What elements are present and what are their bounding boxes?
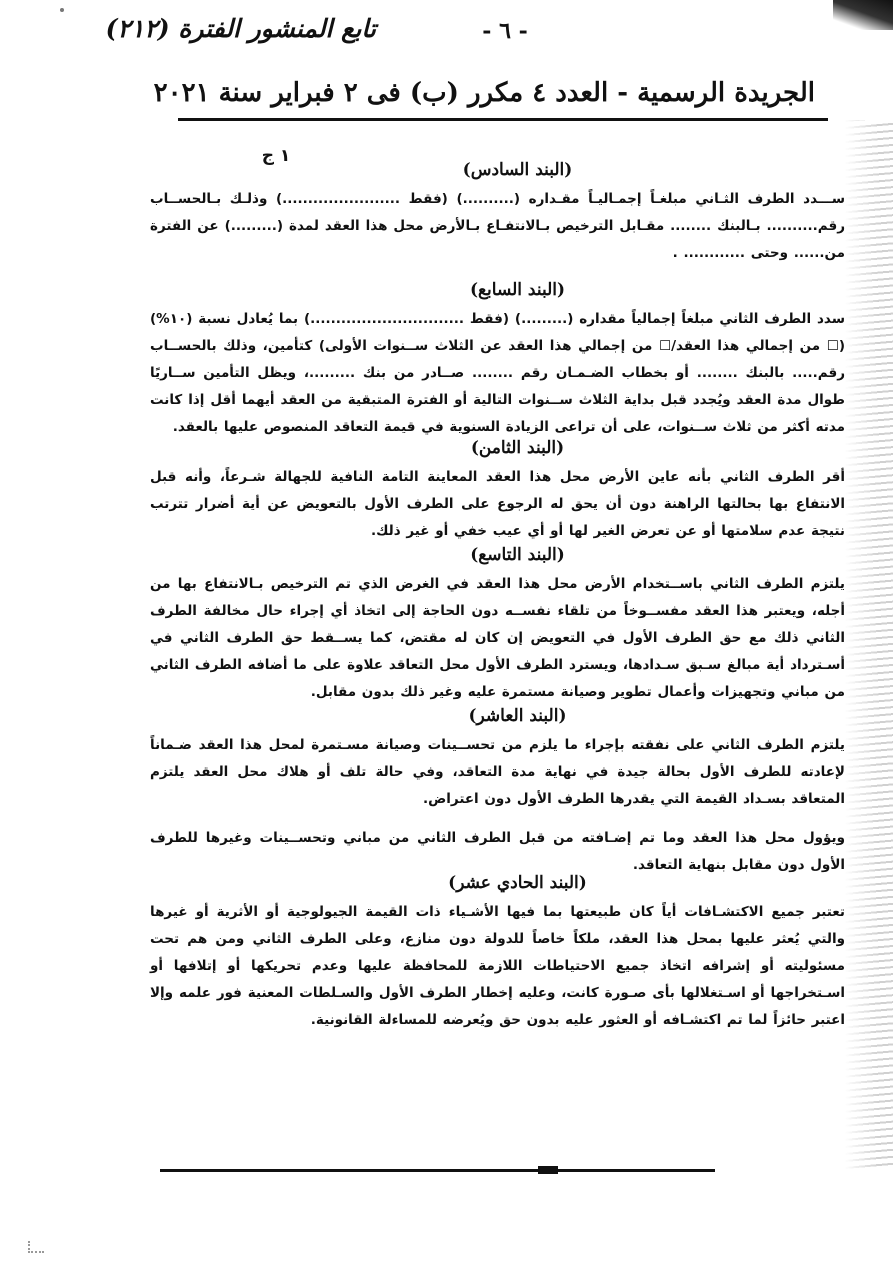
clause-paragraph: ويؤول محل هذا العقد وما تم إضـافته من قبل الطرف الثاني من مباني وتحســينات وغيرها للطرف الأول دون مقابل بنهاية التعاقد. [150,830,845,873]
clause-section [150,873,845,1034]
clause-section [150,280,845,441]
clause-section [150,438,845,545]
footer-rule-mark [538,1166,558,1174]
clause-paragraph: تعتبر جميع الاكتشـافات أياً كان طبيعتها بما فيها الأشـياء ذات القيمة الجيولوجية أو الأثرية أو غيرها والتي يُعثر عليها بمحل هذا العقد، ملكاً خاصاً للدولة دون منازع، وعلى الطرف الثاني ومن هم تحت مسئوليته أو إشرافه اتخاذ جميع الاحتياطات اللازمة للمحافظة عليها وعدم تحريكها أو إتلافها أو اسـتخراجها أو اسـتغلالها بأى صـورة كانت، وعليه إخطار الطرف الأول والسـلطات المعنية فور علمه وإلا اعتبر حائزاً لما تم اكتشـافه أو العثور عليه بدون حق ويُعرضه للمساءلة القانونية. [150,904,845,1028]
clause-title: (البند السادس) [462,160,573,180]
clause-section [150,160,845,267]
clause-paragraph: سدد الطرف الثاني مبلغاً إجمالياً مقداره (.........) (فقط ..............................) بما يُعادل نسبة (١٠%) (☐ من إجمالي هذا العقد/☐ من إجمالي هذا العقد عن الثلاث ســنوات الأولى) كتأمين، وذلك بالحســاب رقم..... بالبنك ........ أو بخطاب الضـمـان رقم ........ صــادر من بنك .........، ويظل التأمين ســاريًا طوال مدة العقد ويُجدد قبل بداية الثلاث ســنوات التالية أو الفترة المتبقية من العقد أيهما أقل إذا كانت مدته أكثر من ثلاث ســنوات، على أن تراعى الزيادة السنوية في قيمة التعاقد المنصوص عليها بالعقد. [150,311,845,435]
scan-edge-strip [845,120,893,1170]
header-rule [178,118,828,121]
clause-title: (البند العاشر) [468,706,567,726]
gazette-header: الجريدة الرسمية - العدد ٤ مكرر (ب) فى ٢ فبراير سنة ٢٠٢١ [153,78,815,108]
scan-corner-shadow [833,0,893,30]
page-number: - ٦ - [482,18,528,44]
clause-title: (البند التاسع) [470,545,565,565]
scan-corner-mark [28,1241,44,1253]
clause-paragraph: يلتزم الطرف الثاني باســتخدام الأرض محل هذا العقد في الغرض الذي تم الترخيص بـالانتفاع بها من أجله، ويعتبر هذا العقد مفســوخاً من تلقاء نفســه دون الحاجة إلى اتخاذ أي إجراء حال مخالفة الطرف الثاني ذلك مع حق الطرف الأول في التعويض إن كان له مقتض، كما يســقط حق الطرف الثاني في أسـترداد أية مبالغ سـبق سـدادها، ويسترد الطرف الأول محل التعاقد علاوة على ما أضافه الطرف الثاني من مباني وتجهيزات وأعمال تطوير وصيانة مستمرة عليه وغير ذلك بدون مقابل. [150,576,845,700]
page-reference: ١ ج [261,146,291,166]
scan-speck [60,8,64,12]
clause-title: (البند السابع) [469,280,566,300]
handwritten-note: تابع المنشور الفترة (٢١٢) [105,14,376,43]
clause-paragraph: يلتزم الطرف الثاني على نفقته بإجراء ما يلزم من تحســينات وصيانة مسـتمرة لمحل هذا العقد ضـماناً لإعادته للطرف الأول بحالة جيدة في نهاية مدة التعاقد، وفي حالة تلف أو هلاك محل العقد يلتزم المتعاقد بسـداد القيمة التي يقدرها الطرف الأول دون اعتراض. [150,737,845,807]
clause-title: (البند الثامن) [470,438,565,458]
clause-paragraph: ســـدد الطرف الثـاني مبلغـاً إجمـاليـاً مقـداره (..........) (فقط .......................) وذلـك بـالحســاب رقم.......... بـالبنك ........ مقـابل الترخيص بـالانتفـاع بـالأرض محل هذا العقد لمدة (.........) عن الفترة من...... وحتى ............ . [150,191,845,261]
footer-rule [160,1169,715,1172]
clause-title: (البند الحادي عشر) [448,873,587,893]
clause-paragraph: أقر الطرف الثاني بأنه عاين الأرض محل هذا العقد المعاينة التامة النافية للجهالة شـرعاً، وأنه قبل الانتفاع بها بحالتها الراهنة دون أن يحق له الرجوع على الطرف الأول بالتعويض عن أية أضرار تترتب نتيجة عدم سلامتها أو عن تعرض الغير لها أو أي عيب خفي أو غير ذلك. [150,469,845,539]
clause-section [150,706,845,879]
clause-section [150,545,845,706]
